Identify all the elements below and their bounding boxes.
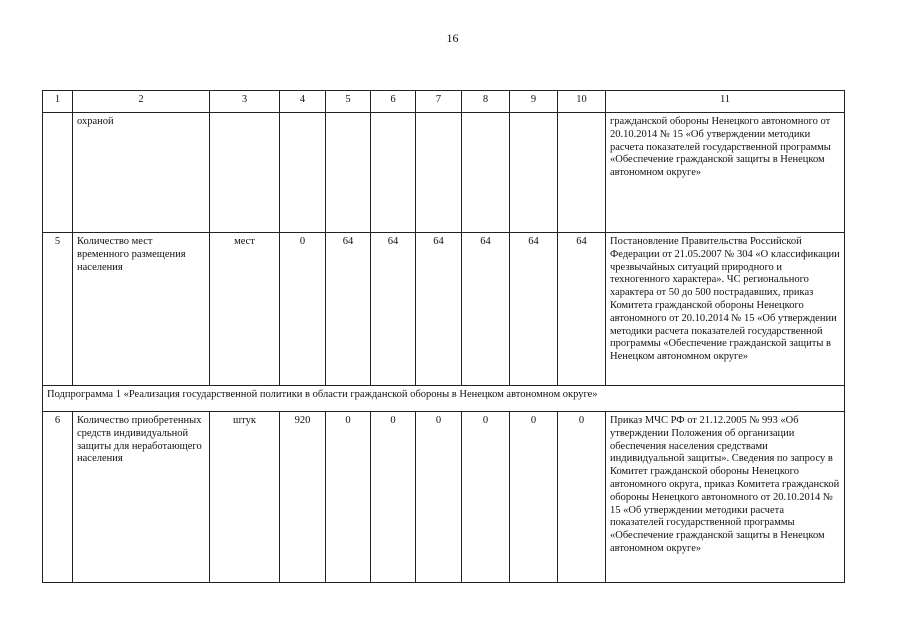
source-cell: Постановление Правительства Российской Федерации от 21.05.2007 № 304 «О классификации чрезвычайных ситуаций природного и техногенного характера». ЧС регионального характера от 50 до 500 пострадавших, приказ Комитета гражданской обороны Ненецкого автономного от 20.10.2014 № 15 «Об утверждении методики расчета показателей государственной программы «Обеспечение гражданской защиты в Ненецком автономном округе» (606, 233, 845, 386)
header-cell: 7 (416, 91, 462, 113)
value-cell: 64 (462, 233, 510, 386)
unit-cell: штук (210, 412, 280, 583)
table-row (43, 233, 845, 386)
header-cell: 8 (462, 91, 510, 113)
header-cell: 2 (73, 91, 210, 113)
unit-cell: мест (210, 233, 280, 386)
indicator-name: охраной (73, 113, 210, 233)
source-cell: гражданской обороны Ненецкого автономного от 20.10.2014 № 15 «Об утверждении методики расчета показателей государственной программы «Обеспечение гражданской защиты в Ненецком автономном округе» (606, 113, 845, 233)
table-row (43, 412, 845, 583)
subprogram-row (43, 386, 845, 412)
unit-cell (210, 113, 280, 233)
header-cell: 9 (510, 91, 558, 113)
value-cell: 0 (462, 412, 510, 583)
source-cell: Приказ МЧС РФ от 21.12.2005 № 993 «Об утверждении Положения об организации обеспечения населения средствами индивидуальной защиты». Сведения по запросу в Комитет гражданской обороны Ненецкого автономного округа, приказ Комитета гражданской обороны Ненецкого автономного от 20.10.2014 № 15 «Об утверждении методики расчета показателей государственной программы «Обеспечение гражданской защиты в Ненецком автономном округе» (606, 412, 845, 583)
value-cell (280, 113, 326, 233)
header-cell: 1 (43, 91, 73, 113)
value-cell: 920 (280, 412, 326, 583)
indicator-name: Количество мест временного размещения населения (73, 233, 210, 386)
value-cell: 64 (558, 233, 606, 386)
page-number: 16 (446, 31, 459, 45)
table-row (43, 113, 845, 233)
value-cell (326, 113, 371, 233)
row-number: 6 (43, 412, 73, 583)
header-cell: 4 (280, 91, 326, 113)
value-cell: 64 (416, 233, 462, 386)
row-number: 5 (43, 233, 73, 386)
value-cell (462, 113, 510, 233)
value-cell: 0 (280, 233, 326, 386)
value-cell (416, 113, 462, 233)
value-cell: 0 (558, 412, 606, 583)
value-cell: 64 (371, 233, 416, 386)
value-cell: 0 (510, 412, 558, 583)
header-cell: 11 (606, 91, 845, 113)
value-cell: 0 (416, 412, 462, 583)
header-cell: 6 (371, 91, 416, 113)
value-cell: 0 (371, 412, 416, 583)
value-cell: 64 (510, 233, 558, 386)
header-cell: 10 (558, 91, 606, 113)
indicators-table (42, 90, 845, 583)
value-cell: 64 (326, 233, 371, 386)
header-cell: 3 (210, 91, 280, 113)
value-cell: 0 (326, 412, 371, 583)
indicator-name: Количество приобретенных средств индивидуальной защиты для неработающего населения (73, 412, 210, 583)
value-cell (371, 113, 416, 233)
value-cell (558, 113, 606, 233)
header-cell: 5 (326, 91, 371, 113)
table-header-row (43, 91, 845, 113)
subprogram-title: Подпрограмма 1 «Реализация государственной политики в области гражданской обороны в Ненецком автономном округе» (43, 386, 845, 412)
row-number (43, 113, 73, 233)
value-cell (510, 113, 558, 233)
